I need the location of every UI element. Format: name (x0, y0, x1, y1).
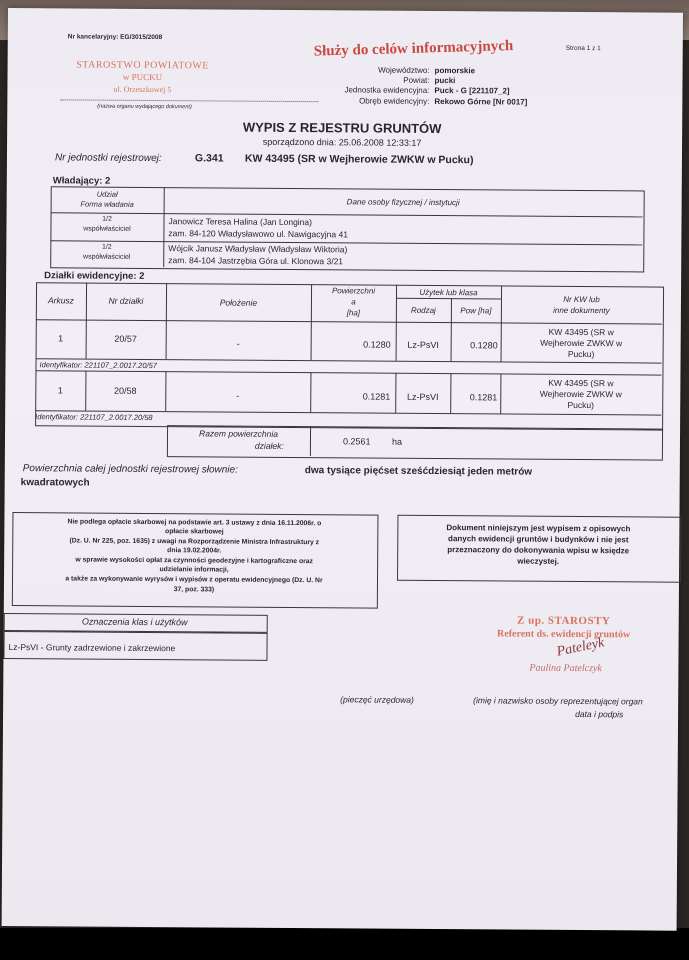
owner1-address: zam. 84-120 Władysławowo ul. Nawigacyjna 41 (168, 228, 348, 240)
owner2-udzial: 1/2 (101, 243, 112, 251)
jednostka-rejestrowa-label: Nr jednostki rejestrowej: (54, 152, 162, 165)
powiat-value: pucki (434, 75, 456, 86)
kw-header-a: Nr KW lub (563, 294, 600, 305)
imie-caption-a: (imię i nazwisko osoby reprezentującej organ (473, 695, 643, 707)
owner1-udzial: 1/2 (102, 215, 112, 223)
kw-header-b: inne dokumenty (553, 305, 610, 316)
razem-unit: ha (391, 436, 403, 447)
row2-identyfikator: Identyfikator: 221107_2.0017.20/58 (35, 412, 153, 423)
powiat-label: Powiat: (403, 75, 430, 85)
powierzchnia-header-a: Powierzchni (331, 286, 376, 296)
nr-kancelaryjny: Nr kancelaryjny: EG/3015/2008 (67, 33, 163, 42)
dzialki-title: Działki ewidencyjne: 2 (44, 270, 145, 282)
row1-kw-b: Wejherowie ZWKW w (540, 337, 623, 349)
oplata-line2: opłacie skarbowej (165, 528, 224, 536)
wladajacy-title: Władający: 2 (52, 175, 111, 187)
obreb-value: Rekowo Górne [Nr 0017] (434, 96, 528, 107)
row2-polozenie: - (236, 390, 240, 401)
rodzaj-header: Rodzaj (410, 305, 436, 315)
owner2-forma: współwłaściciel (83, 253, 131, 261)
referent-line: Referent ds. ewidencji gruntów (497, 628, 631, 641)
dokument-line3: przeznaczony do dokonywania wpisu w księdze (447, 545, 630, 556)
row2-nr: 20/58 (114, 385, 137, 396)
office-stamp-line2: w PUCKU (122, 71, 163, 83)
row1-pow: 0.1280 (470, 340, 498, 351)
document-page (2, 8, 683, 931)
row1-rodzaj: Lz-PsVI (407, 339, 439, 351)
owner2-address: zam. 84-104 Jastrzębia Góra ul. Klonowa 3/21 (168, 255, 344, 267)
row2-kw-b: Wejherowie ZWKW w (539, 388, 622, 400)
owner2-name: Wójcik Janusz Władysław (Władysław Wiktoria) (168, 243, 348, 255)
oplata-line8: 37, poz. 333) (173, 586, 215, 594)
row2-powierzchnia: 0.1281 (362, 391, 391, 402)
dokument-line2: danych ewidencji gruntów i budynków i nie jest (448, 534, 629, 545)
forma-header: Forma władania (80, 199, 134, 209)
organ-caption: (nazwa organu wydającego dokument) (97, 103, 192, 111)
row2-kw-c: Pucku) (567, 399, 595, 411)
row1-arkusz: 1 (58, 333, 64, 344)
oplata-line5: w sprawie wysokości opłat za czynności geodezyjne i kartograficzne oraz (75, 556, 313, 566)
pieczec-caption: (pieczęć urzędowa) (340, 694, 414, 705)
page-number: Strona 1 z 1 (565, 44, 601, 53)
nr-dzialki-header: Nr działki (108, 295, 144, 306)
row2-arkusz: 1 (57, 385, 63, 396)
jednostka-label: Jednostka ewidencyjna: (344, 85, 430, 95)
wojewodztwo-label: Województwo: (378, 65, 430, 75)
organ-dotted-line (60, 99, 318, 102)
arkusz-header: Arkusz (47, 295, 74, 306)
razem-label-a: Razem powierzchnia (199, 428, 279, 439)
signature: Pateleyk (555, 635, 606, 660)
owner1-name: Janowicz Teresa Halina (Jan Longina) (168, 216, 313, 228)
razem-value: 0.2561 (342, 436, 371, 447)
pow-ha-header: Pow [ha] (460, 306, 492, 316)
row2-rodzaj: Lz-PsVI (406, 391, 439, 403)
signer-name: Paulina Patelczyk (529, 662, 602, 675)
document-title: WYPIS Z REJESTRU GRUNTÓW (242, 119, 442, 137)
row1-nr: 20/57 (114, 333, 137, 344)
informational-stamp: Służy do celów informacyjnych (313, 38, 514, 60)
dane-osoby-header: Dane osoby fizycznej / instytucji (346, 197, 460, 208)
dokument-line4: wieczystej. (517, 556, 560, 566)
oznaczenia-title: Oznaczenia klas i użytków (81, 616, 188, 628)
slownie-value-b: kwadratowych (20, 477, 90, 489)
udzial-header: Udział (96, 189, 118, 199)
row1-kw-c: Pucku) (567, 348, 595, 360)
oplata-line7: a także za wykonywanie wyrysów i wypisów z operatu ewidencyjnego (Dz. U. Nr (65, 575, 323, 585)
oplata-line6: udzielanie informacji, (159, 566, 229, 574)
oplata-line1: Nie podlega opłacie skarbowej na podstawie art. 3 ustawy z dnia 16.11.2006r. o (67, 518, 322, 528)
dokument-line1: Dokument niniejszym jest wypisem z opisowych (446, 523, 631, 534)
generated-date: sporządzono dnia: 25.06.2008 12:33:17 (262, 136, 422, 148)
office-stamp-line1: STAROSTWO POWIATOWE (76, 59, 209, 72)
jednostka-value: Puck - G [221107_2] (434, 85, 510, 96)
row2-pow: 0.1281 (469, 392, 498, 403)
oznaczenia-item: Lz-PsVI - Grunty zadrzewione i zakrzewione (8, 642, 176, 654)
powierzchnia-header-b: a (351, 297, 356, 307)
razem-label-b: działek: (254, 440, 284, 451)
owner1-forma: współwłaściciel (83, 225, 131, 233)
starosta-line: Z up. STAROSTY (517, 614, 611, 628)
slownie-label: Powierzchnia całej jednostki rejestrowej słownie: (22, 463, 238, 476)
slownie-value-a: dwa tysiące pięćset sześćdziesiąt jeden metrów (304, 465, 533, 478)
office-stamp-line3: ul. Orzeszkowej 5 (113, 84, 172, 95)
row1-powierzchnia: 0.1280 (363, 339, 391, 350)
row1-kw-a: KW 43495 (SR w (548, 326, 614, 338)
row2-kw-a: KW 43495 (SR w (548, 377, 614, 389)
obreb-label: Obręb ewidencyjny: (359, 96, 430, 106)
jednostka-rejestrowa-number: G.341 (194, 152, 224, 165)
wojewodztwo-value: pomorskie (434, 65, 476, 76)
row1-identyfikator: Identyfikator: 221107_2.0017.20/57 (39, 360, 158, 371)
polozenie-header: Położenie (219, 297, 258, 308)
oplata-line3: (Dz. U. Nr 225, poz. 1635) z uwagi na Rozporządzenie Ministra Infrastruktury z (69, 537, 320, 547)
background-bottom (0, 928, 689, 960)
jednostka-rejestrowa-kw: KW 43495 (SR w Wejherowie ZWKW w Pucku) (244, 152, 474, 167)
row1-polozenie: - (236, 338, 240, 349)
powierzchnia-header-c: [ha] (346, 308, 361, 318)
imie-caption-b: data i podpis (575, 708, 624, 720)
oplata-line4: dnia 19.02.2004r. (167, 547, 222, 555)
uzytek-header: Użytek lub klasa (419, 287, 478, 298)
